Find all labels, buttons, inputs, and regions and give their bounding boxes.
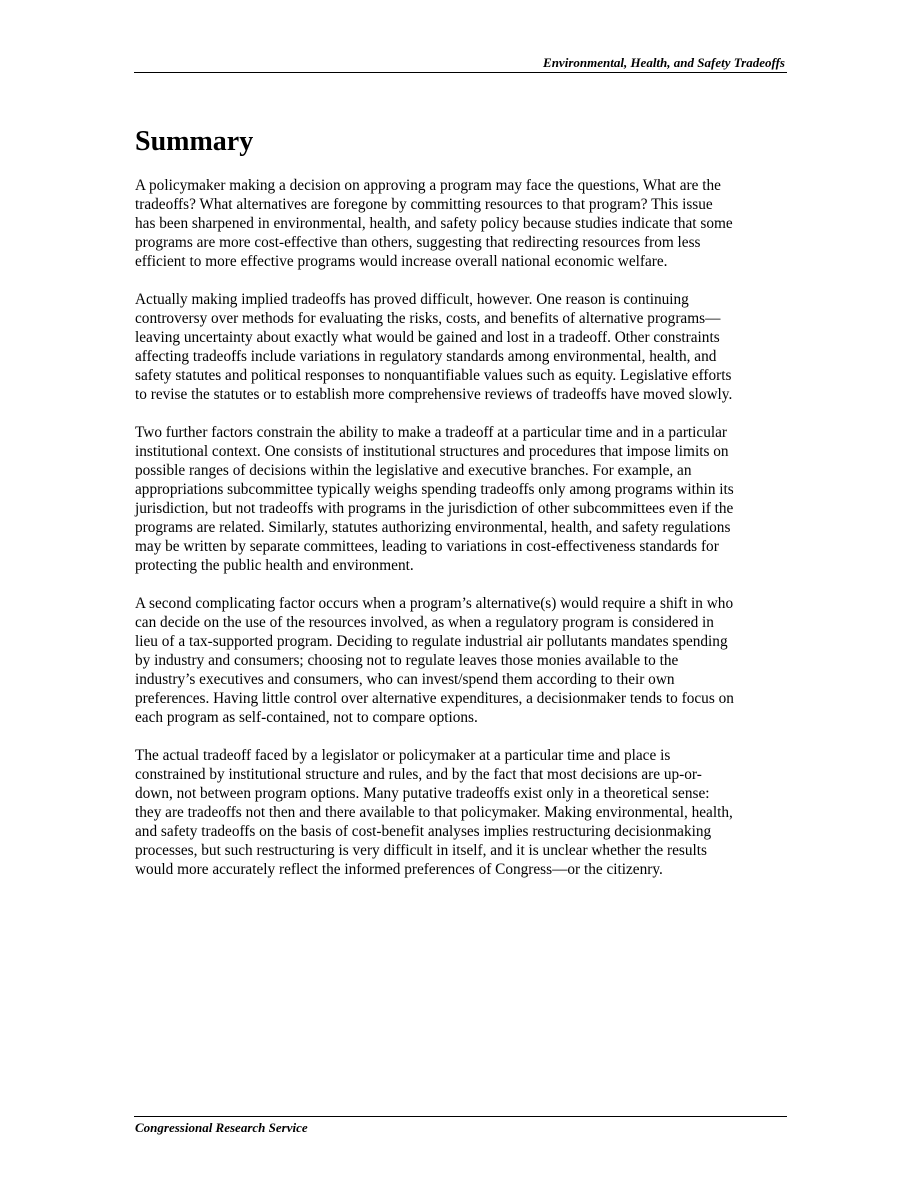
summary-body — [135, 176, 787, 898]
header-rule — [134, 72, 787, 73]
paragraph-line: leaving uncertainty about exactly what would be gained and lost in a tradeoff. Other constraints — [135, 329, 720, 346]
running-header: Environmental, Health, and Safety Tradeoffs — [543, 55, 785, 70]
paragraph-line: they are tradeoffs not then and there available to that policymaker. Making environmental, health, — [135, 804, 733, 821]
paragraph-line: tradeoffs? What alternatives are foregone by committing resources to that program? This issue — [135, 196, 713, 213]
paragraph-line: has been sharpened in environmental, health, and safety policy because studies indicate that some — [135, 215, 733, 232]
paragraph-line: to revise the statutes or to establish more comprehensive reviews of tradeoffs have moved slowly. — [135, 386, 733, 403]
paragraph-line: programs are related. Similarly, statutes authorizing environmental, health, and safety regulations — [135, 519, 731, 536]
paragraph-line: affecting tradeoffs include variations in regulatory standards among environmental, health, and — [135, 348, 717, 365]
paragraph-line: institutional context. One consists of institutional structures and procedures that impose limits on — [135, 443, 729, 460]
paragraph-line: by industry and consumers; choosing not to regulate leaves those monies available to the — [135, 652, 679, 669]
paragraph-line: controversy over methods for evaluating the risks, costs, and benefits of alternative programs— — [135, 310, 721, 327]
paragraph-line: down, not between program options. Many putative tradeoffs exist only in a theoretical sense: — [135, 785, 710, 802]
paragraph-line: preferences. Having little control over alternative expenditures, a decisionmaker tends to focus on — [135, 690, 734, 707]
paragraph-line: and safety tradeoffs on the basis of cost-benefit analyses implies restructuring decisionmaking — [135, 823, 712, 840]
paragraph — [135, 423, 787, 575]
paragraph-line: would more accurately reflect the informed preferences of Congress—or the citizenry. — [135, 861, 663, 878]
paragraph-line: safety statutes and political responses to nonquantifiable values such as equity. Legislative efforts — [135, 367, 732, 384]
paragraph — [135, 746, 787, 879]
paragraph-line: appropriations subcommittee typically weighs spending tradeoffs only among programs within its — [135, 481, 734, 498]
paragraph-line: jurisdiction, but not tradeoffs with programs in the jurisdiction of other subcommittees even if the — [135, 500, 734, 517]
paragraph-line: protecting the public health and environment. — [135, 557, 414, 574]
paragraph-line: processes, but such restructuring is very difficult in itself, and it is unclear whether the results — [135, 842, 707, 859]
paragraph — [135, 176, 787, 271]
paragraph — [135, 290, 787, 404]
paragraph-line: programs are more cost-effective than others, suggesting that redirecting resources from less — [135, 234, 701, 251]
paragraph-line: lieu of a tax-supported program. Deciding to regulate industrial air pollutants mandates spending — [135, 633, 728, 650]
paragraph-line: A policymaker making a decision on approving a program may face the questions, What are the — [135, 177, 721, 194]
paragraph-line: constrained by institutional structure and rules, and by the fact that most decisions are up-or- — [135, 766, 702, 783]
section-title: Summary — [135, 126, 254, 157]
paragraph-line: industry’s executives and consumers, who can invest/spend them according to their own — [135, 671, 675, 688]
paragraph-line: each program as self-contained, not to compare options. — [135, 709, 478, 726]
paragraph-line: The actual tradeoff faced by a legislator or policymaker at a particular time and place is — [135, 747, 671, 764]
paragraph-line: Two further factors constrain the ability to make a tradeoff at a particular time and in a particular — [135, 424, 728, 441]
running-footer: Congressional Research Service — [135, 1120, 308, 1135]
paragraph-line: A second complicating factor occurs when a program’s alternative(s) would require a shift in who — [135, 595, 734, 612]
paragraph — [135, 594, 787, 727]
paragraph-line: may be written by separate committees, leading to variations in cost-effectiveness standards for — [135, 538, 719, 555]
paragraph-line: can decide on the use of the resources involved, as when a regulatory program is considered in — [135, 614, 714, 631]
paragraph-line: efficient to more effective programs would increase overall national economic welfare. — [135, 253, 668, 270]
footer-rule — [134, 1116, 787, 1117]
paragraph-line: Actually making implied tradeoffs has proved difficult, however. One reason is continuing — [135, 291, 689, 308]
paragraph-line: possible ranges of decisions within the legislative and executive branches. For example, an — [135, 462, 692, 479]
